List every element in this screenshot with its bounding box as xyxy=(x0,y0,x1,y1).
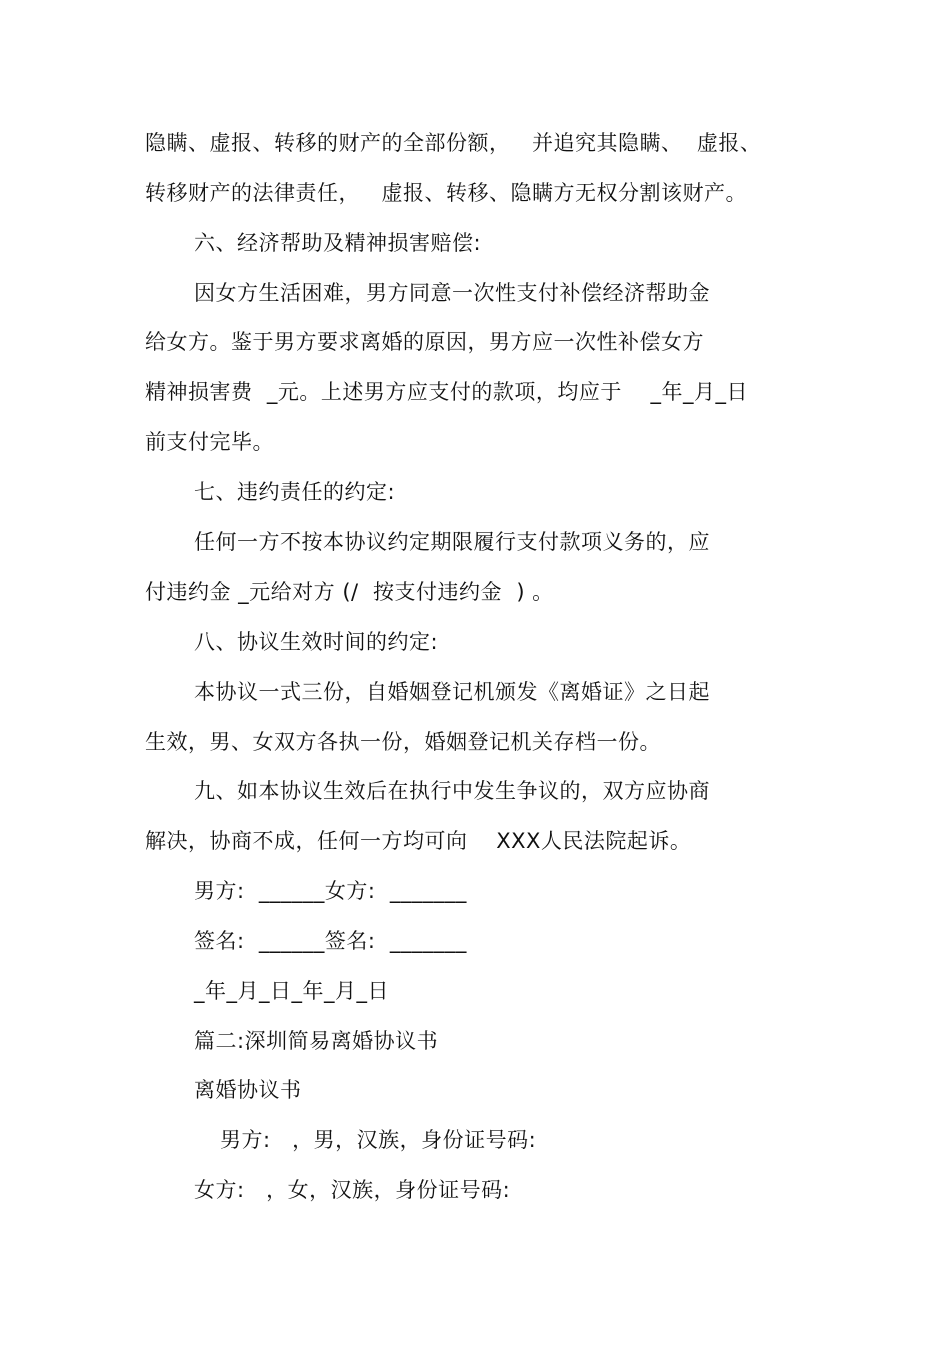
section-heading: 六、经济帮助及精神损害赔偿: xyxy=(194,231,482,255)
text-line: 给女方。鉴于男方要求离婚的原因，男方应一次性补偿女方 xyxy=(145,330,704,354)
text-line: 转移财产的法律责任， 虚报、转移、隐瞒方无权分割该财产。 xyxy=(145,181,748,205)
text-line: 精神损害费 _元。上述男方应支付的款项，均应于 _年_月_日 xyxy=(145,380,749,404)
text-line: 本协议一式三份，自婚姻登记机颁发《离婚证》之日起 xyxy=(194,680,710,704)
text-line: 任何一方不按本协议约定期限履行支付款项义务的，应 xyxy=(194,530,710,554)
text-line: 九、如本协议生效后在执行中发生争议的，双方应协商 xyxy=(194,779,710,803)
text-line: 隐瞒、虚报、转移的财产的全部份额， 并追究其隐瞒、 虚报、 xyxy=(145,131,762,155)
text-line: 生效，男、女双方各执一份，婚姻登记机关存档一份。 xyxy=(145,730,661,754)
female-party-line: 女方: ，女，汉族，身份证号码: xyxy=(194,1178,511,1202)
document-title: 离婚协议书 xyxy=(194,1078,302,1102)
text-line: 解决，协商不成，任何一方均可向 XXX人民法院起诉。 xyxy=(145,829,692,853)
male-party-line: 男方: ，男，汉族，身份证号码: xyxy=(220,1128,537,1152)
text-line: 因女方生活困难，男方同意一次性支付补偿经济帮助金 xyxy=(194,281,710,305)
text-line: 前支付完毕。 xyxy=(145,430,274,454)
signature-line-names: 签名: ______签名: _______ xyxy=(194,929,467,953)
signature-date-line: _年_月_日_年_月_日 xyxy=(194,979,389,1003)
section-heading: 七、违约责任的约定: xyxy=(194,480,396,504)
signature-line-parties: 男方: ______女方: _______ xyxy=(194,879,467,903)
section-heading: 八、协议生效时间的约定: xyxy=(194,630,439,654)
chapter-title: 篇二:深圳简易离婚协议书 xyxy=(194,1029,439,1053)
text-line: 付违约金 _元给对方 (/ 按支付违约金 ) 。 xyxy=(145,580,554,604)
